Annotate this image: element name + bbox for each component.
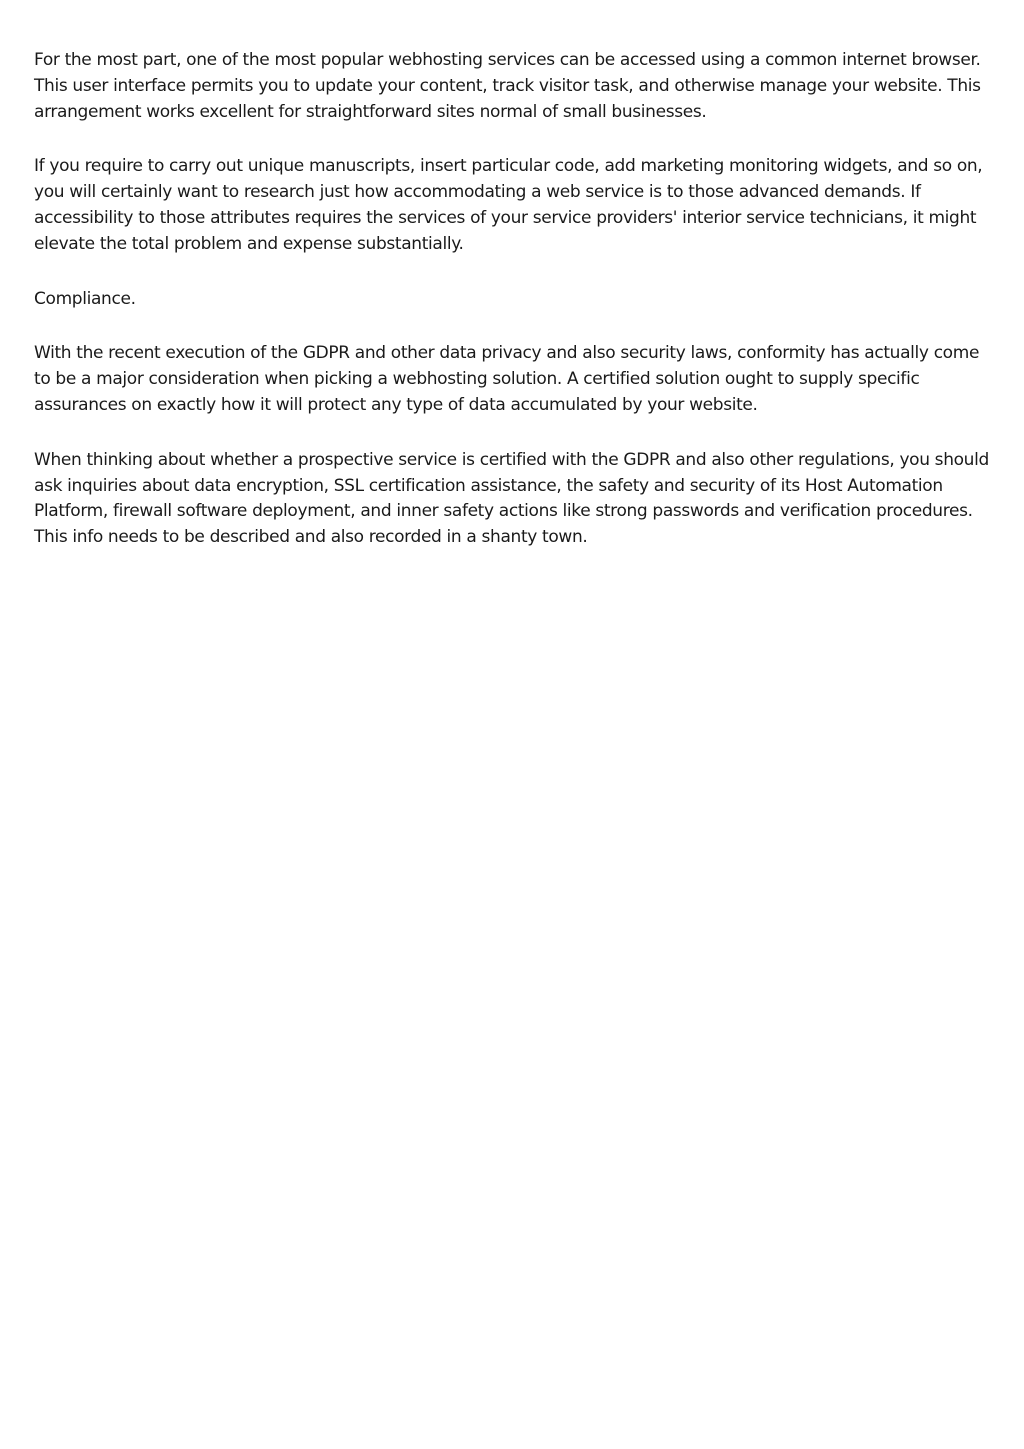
paragraph-certification-questions: When thinking about whether a prospective service is certified with the GDPR and also other regulations, you should ask inquiries about data encryption, SSL certification assistance, the safety and security of its Host Automation Platform, firewall software deployment, and inner safety actions like strong passwords and verification procedures. This info needs to be described and also recorded in a shanty town. — [34, 449, 989, 548]
section-heading-compliance: Compliance. — [34, 288, 136, 309]
paragraph-gdpr-conformity: With the recent execution of the GDPR and other data privacy and also security laws, conformity has actually come to be a major consideration when picking a webhosting solution. A certified solution ought to supply specific assurances on exactly how it will protect any type of data accumulated by your website. — [34, 343, 980, 415]
paragraph-intro: For the most part, one of the most popular webhosting services can be accessed using a common internet browser. This user interface permits you to update your content, track visitor task, and otherwise manage your website. This arrangement works excellent for straightforward sites normal of small businesses. — [34, 50, 981, 122]
paragraph-advanced-demands: If you require to carry out unique manuscripts, insert particular code, add marketing monitoring widgets, and so on, you will certainly want to research just how accommodating a web service is to those advanced demands. If accessibility to those attributes requires the services of your service providers' interior service technicians, it might elevate the total problem and expense substantially. — [34, 156, 983, 254]
document-body — [34, 48, 994, 580]
